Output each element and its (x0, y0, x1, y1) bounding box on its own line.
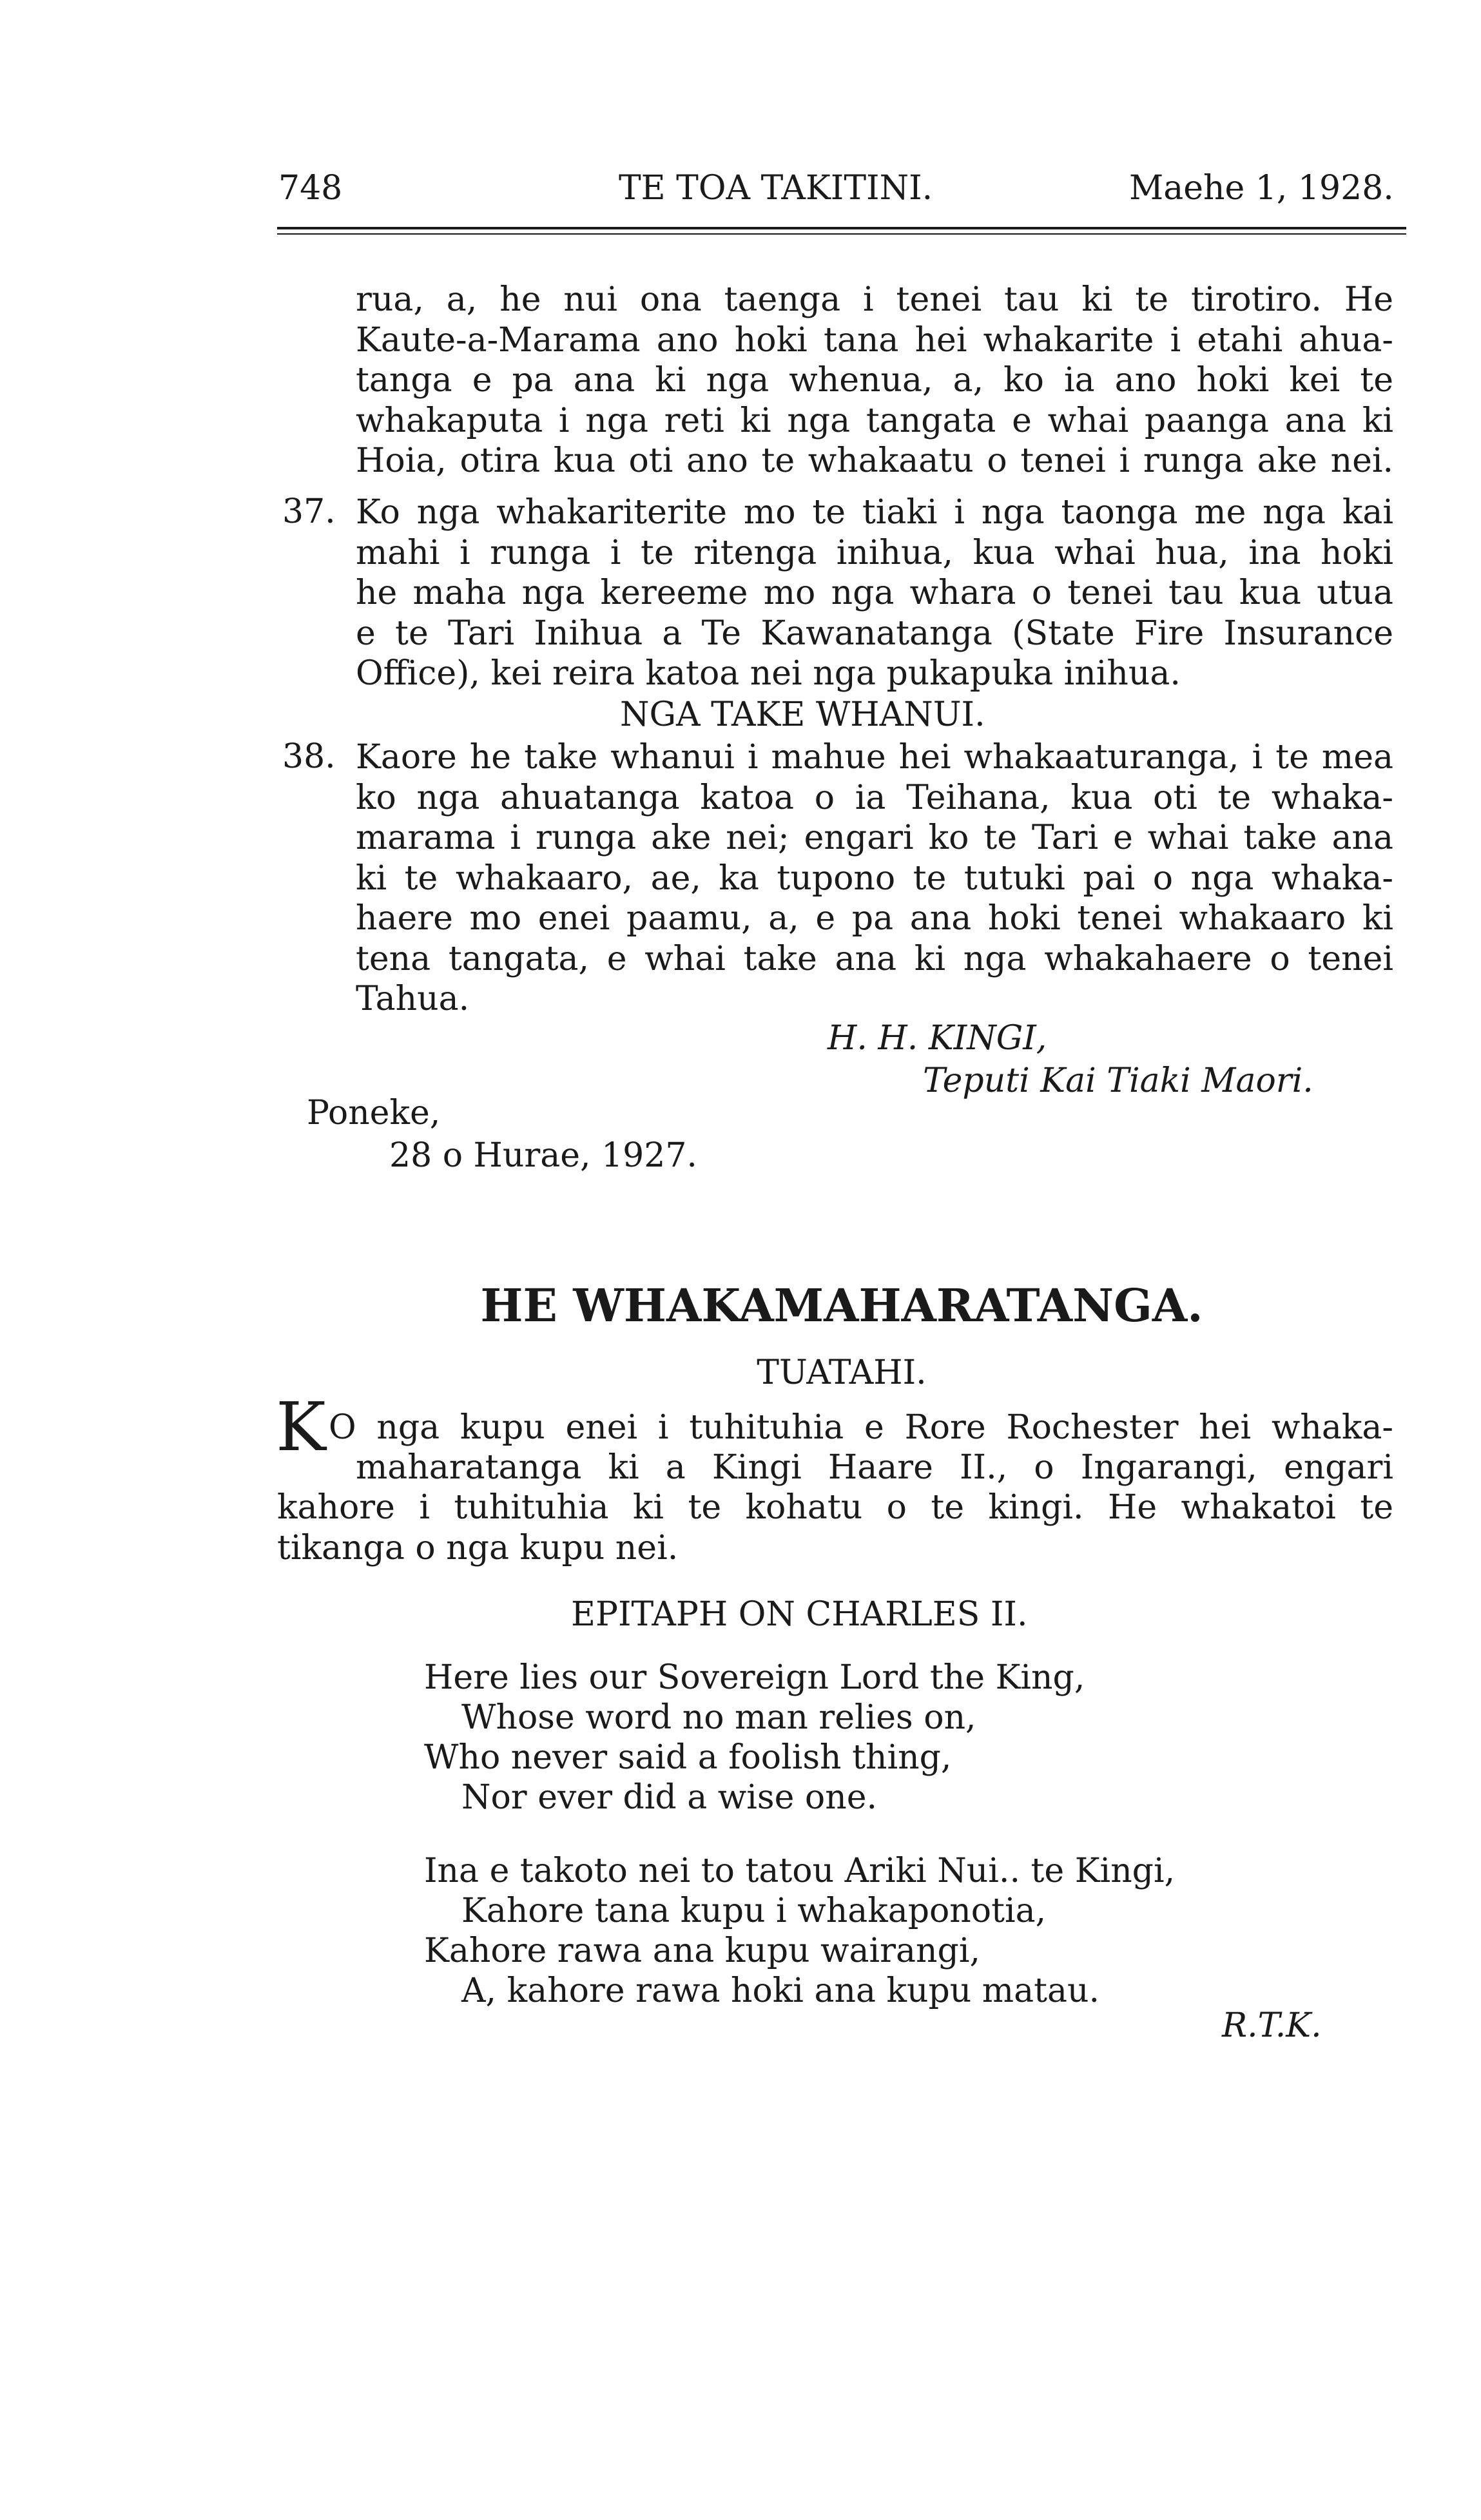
text-line: maharatanga ki a Kingi Haare II., o Ingarangi, engari (356, 1448, 1393, 1487)
paragraph-number-37: 37. (282, 492, 336, 531)
poem-line: Whose word no man relies on, (461, 1698, 976, 1737)
paragraph-number-38: 38. (282, 737, 336, 776)
text-line: Kaute-a-Marama ano hoki tana hei whakarite i etahi ahua- (356, 320, 1393, 360)
drop-cap: K (276, 1388, 326, 1466)
issue-date: Maehe 1, 1928. (1129, 169, 1394, 208)
text-line: mahi i runga i te ritenga inihua, kua whai hua, ina hoki (356, 533, 1393, 572)
intro-first-line (329, 1408, 1393, 1448)
poem-line: A, kahore rawa hoki ana kupu matau. (461, 1972, 1100, 2010)
text-line: e te Tari Inihua a Te Kawanatanga (State Fire Insurance (356, 614, 1393, 653)
text-line: tanga e pa ana ki nga whenua, a, ko ia ano hoki kei te (356, 361, 1393, 400)
section-title: HE WHAKAMAHARATANGA. (480, 1279, 1203, 1332)
text-line: Kaore he take whanui i mahue hei whakaaturanga, i te mea (356, 738, 1393, 777)
poem-line: Nor ever did a wise one. (461, 1778, 877, 1817)
signature-role: Teputi Kai Tiaki Maori. (923, 1061, 1313, 1100)
author-initials: R.T.K. (1222, 2006, 1322, 2045)
header-rule-thick (277, 227, 1406, 229)
text-line: Ko nga whakariterite mo te tiaki i nga taonga me nga kai (356, 493, 1393, 532)
text-line: whakaputa i nga reti ki nga tangata e whai paanga ana ki (356, 401, 1393, 440)
section-heading-general: NGA TAKE WHANUI. (620, 695, 985, 734)
text-line: tikanga o nga kupu nei. (277, 1528, 679, 1567)
text-line: rua, a, he nui ona taenga i tenei tau ki te tirotiro. He (356, 280, 1393, 319)
signature-name: H. H. KINGI, (828, 1019, 1047, 1058)
letter-date: 28 o Hurae, 1927. (389, 1136, 697, 1175)
text-line: ko nga ahuatanga katoa o ia Teihana, kua oti te whaka- (356, 778, 1393, 817)
journal-title: TE TOA TAKITINI. (619, 169, 933, 208)
poem-line: Kahore rawa ana kupu wairangi, (424, 1932, 980, 1970)
place: Poneke, (307, 1094, 441, 1132)
text-line: haere mo enei paamu, a, e pa ana hoki tenei whakaaro ki (356, 899, 1393, 938)
intro-line-indented (356, 1448, 1393, 1488)
page-number: 748 (278, 169, 343, 208)
poem-line: Here lies our Sovereign Lord the King, (424, 1658, 1085, 1697)
header-rule-thin (277, 233, 1406, 235)
epitaph-title: EPITAPH ON CHARLES II. (571, 1595, 1028, 1634)
text-line: Office), kei reira katoa nei nga pukapuka inihua. (356, 654, 1181, 693)
poem-line: Kahore tana kupu i whakaponotia, (461, 1892, 1047, 1930)
continuation-paragraph (356, 280, 1393, 481)
section-subtitle: TUATAHI. (757, 1353, 927, 1392)
text-line: Tahua. (356, 980, 470, 1018)
text-line: marama i runga ake nei; engari ko te Tari e whai take ana (356, 819, 1393, 857)
paragraph-38 (356, 737, 1393, 1020)
intro-remaining-lines (277, 1488, 1393, 1568)
text-line: kahore i tuhituhia ki te kohatu o te kingi. He whakatoi te (277, 1488, 1393, 1527)
text-line: he maha nga kereeme mo nga whara o tenei tau kua utua (356, 574, 1393, 612)
text-line: O nga kupu enei i tuhituhia e Rore Rochester hei whaka- (329, 1408, 1393, 1447)
text-line: ki te whakaaro, ae, ka tupono te tutuki pai o nga whaka- (356, 858, 1393, 898)
paragraph-37 (356, 492, 1393, 694)
poem-line: Ina e takoto nei to tatou Ariki Nui.. te Kingi, (424, 1852, 1176, 1890)
text-line: Hoia, otira kua oti ano te whakaatu o tenei i runga ake nei. (356, 441, 1393, 480)
text-line: tena tangata, e whai take ana ki nga whakahaere o tenei (356, 939, 1393, 978)
poem-line: Who never said a foolish thing, (424, 1738, 952, 1777)
